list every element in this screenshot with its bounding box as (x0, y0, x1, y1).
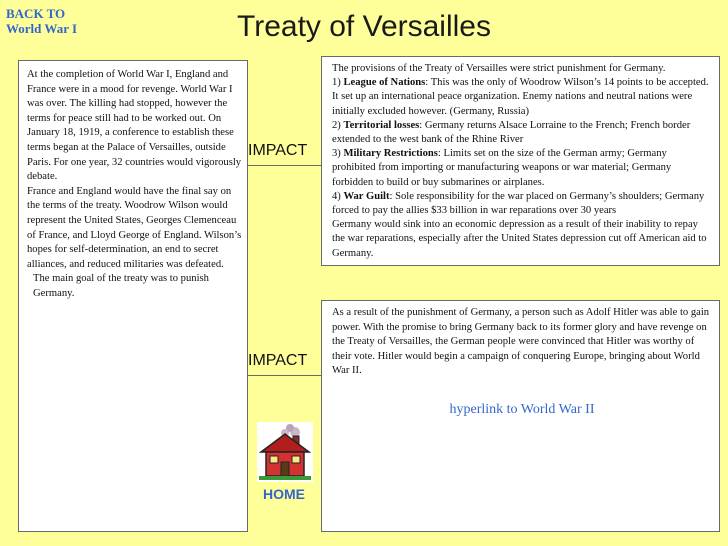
provision-text: : This was the only of Woodrow Wilson’s 14 points to be accepted. It set up an international peace organization. Enemy nations and neutral nations were initially excluded however. (Germany, Russia) (332, 77, 709, 117)
background-paragraph-2: France and England would have the final say on the terms of the treaty. Woodrow Wilson would represent the United States, Georges Clemenceau of France, and Lloyd George of England. Wilson’s hopes for self-determination, an end to secret alliances, and reduced militaries was defeated. (27, 185, 242, 270)
home-link[interactable]: HOME (263, 486, 305, 502)
provision-text: : Sole responsibility for the war placed on Germany’s shoulders; Germany forced to pay the allies $33 billion in war reparations over 30 years (332, 190, 705, 217)
provision-number: 3) (332, 148, 341, 160)
provision-number: 4) (332, 190, 341, 202)
provision-term: Territorial losses (343, 119, 420, 131)
connector-line-2 (248, 375, 321, 376)
background-text-panel (18, 60, 248, 532)
provision-item-1 (332, 76, 712, 119)
provision-number: 1) (332, 77, 341, 89)
provision-text: : Limits set on the size of the German army; Germany prohibited from importing or manufacturing weapons or war material; Germany forbidden to build or buy submarines or airplanes. (332, 148, 672, 188)
back-link-line-1: BACK TO (6, 6, 66, 21)
result-panel (321, 300, 720, 532)
house-icon[interactable] (257, 422, 313, 482)
provision-term: League of Nations (343, 77, 426, 89)
page-title: Treaty of Versailles (237, 10, 491, 43)
back-link-line-2: World War I (6, 21, 78, 36)
provision-item-2 (332, 119, 712, 147)
provision-term: Military Restrictions (343, 148, 438, 160)
provision-item-3 (332, 147, 712, 190)
background-paragraph-1: At the completion of World War I, England and France were in a mood for revenge. World War I was over. The killing had stopped, however the terms for peace still had to be worked out. On January 18, 1919, a conference to establish these terms began at the Palace of Versailles, outside Paris. For one year, 32 countries would vigorously debate. (27, 69, 242, 183)
connector-line-1 (248, 165, 321, 166)
background-paragraph-3: The main goal of the treaty was to punish Germany. (33, 273, 209, 299)
provisions-intro: The provisions of the Treaty of Versailles were strict punishment for Germany. (332, 63, 666, 74)
result-text: As a result of the punishment of Germany, a person such as Adolf Hitler was able to gain power. With the promise to bring Germany back to its former glory and have revenge on the Treaty of Versailles, the German people were convinced that Hitler was worthy of their vote. Hitler would begin a campaign of conquering Europe, bringing about World War II. (332, 307, 710, 377)
world-war-ii-hyperlink[interactable]: hyperlink to World War II (449, 401, 595, 417)
provision-term: War Guilt (343, 190, 390, 202)
provision-number: 2) (332, 119, 341, 131)
provisions-closing: Germany would sink into an economic depression as a result of their inability to repay the war reparations, especially after the United States depression cut off American aid to Germany. (332, 219, 707, 259)
impact-label-1: IMPACT (248, 142, 308, 159)
provision-text: : Germany returns Alsace Lorraine to the French; French border extended to the west bank of the Rhine River (332, 119, 691, 146)
provision-item-4 (332, 190, 712, 218)
provisions-panel (321, 56, 720, 266)
impact-label-2: IMPACT (248, 352, 308, 369)
